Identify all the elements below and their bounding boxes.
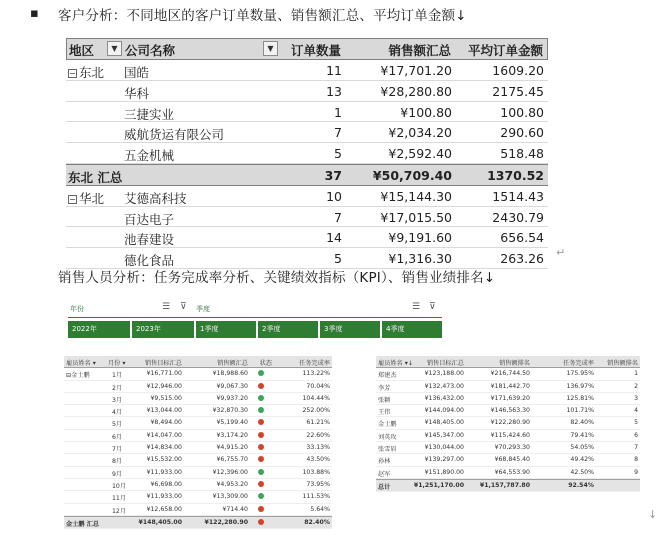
col-sales: 销售额汇总 <box>217 360 248 367</box>
paragraph-mark: ↓ <box>648 508 658 521</box>
status-dot <box>258 481 264 487</box>
rate-cell: 22.60% <box>306 431 330 439</box>
status-dot <box>258 456 264 462</box>
status-dot <box>258 419 264 425</box>
status-dot <box>258 395 264 401</box>
total-name: 金士鹏 汇总 <box>66 520 100 528</box>
subtotal-label: 东北 汇总 <box>68 169 123 185</box>
month-cell: 11月 <box>112 495 127 503</box>
target-cell: ¥11,933.00 <box>146 468 182 476</box>
collapse-toggle-icon[interactable]: − <box>69 194 76 204</box>
rate-cell: 42.50% <box>570 468 594 476</box>
target-cell: ¥132,473.00 <box>424 382 464 390</box>
total-target: ¥1,251,170.00 <box>413 481 464 489</box>
total-rate: 82.40% <box>304 518 330 526</box>
slicer-item-2022[interactable]: 2022年 <box>68 321 130 338</box>
year-slicer <box>68 302 194 340</box>
status-dot <box>258 519 264 525</box>
employee-cell[interactable]: ⊟金士鹏 <box>66 372 90 380</box>
table-row <box>64 491 332 503</box>
rank-cell: 3 <box>634 394 638 402</box>
sales-cell: ¥13,309.00 <box>212 493 248 501</box>
target-cell: ¥9,515.00 <box>150 394 182 402</box>
table-row <box>376 430 640 442</box>
sales-cell: ¥146,563.30 <box>490 407 530 415</box>
table-row <box>66 227 548 248</box>
avg-cell: 2175.45 <box>492 83 544 99</box>
slicer-item-q3[interactable]: 3季度 <box>320 321 380 338</box>
employee-cell: 王伟 <box>378 409 391 417</box>
rank-cell: 6 <box>634 431 638 439</box>
rate-cell: 125.81% <box>566 394 594 402</box>
table-row <box>64 504 332 516</box>
total-name: 总计 <box>378 483 391 491</box>
sales-cell: ¥2,592.40 <box>388 146 452 162</box>
rate-cell: 136.97% <box>566 382 594 390</box>
rate-cell: 61.21% <box>306 419 330 427</box>
rate-cell: 5.64% <box>310 505 330 513</box>
avg-cell: 1514.43 <box>492 188 544 204</box>
rank-cell: 8 <box>634 456 638 464</box>
month-cell: 2月 <box>112 384 123 392</box>
rate-cell: 113.22% <box>302 370 330 378</box>
col-name[interactable]: 雇员姓名 ▾↓ <box>378 360 414 367</box>
count-cell: 11 <box>326 63 342 78</box>
col-month[interactable]: 月份 ▾ <box>108 360 126 367</box>
clear-filter-icon[interactable]: ⊽ <box>180 302 187 312</box>
pivot-subtotal-row <box>66 164 548 186</box>
col-target: 销售目标汇总 <box>426 360 464 367</box>
rate-cell: 104.44% <box>302 394 330 402</box>
employee-cell: 刘英玫 <box>378 433 397 441</box>
slicer-divider <box>68 317 194 318</box>
total-sales: ¥122,280.90 <box>204 518 248 526</box>
target-cell: ¥6,698.00 <box>150 480 182 488</box>
sales-cell: ¥100.80 <box>400 104 452 120</box>
year-slicer-title: 年份 <box>70 305 84 313</box>
sales-staff-heading: 销售人员分析：任务完成率分析、关键绩效指标（KPI）、销售业绩排名↓ <box>58 270 496 286</box>
status-dot <box>258 407 264 413</box>
rate-cell: 49.42% <box>570 456 594 464</box>
avg-cell: 100.80 <box>500 104 544 120</box>
target-cell: ¥123,188.00 <box>424 370 464 378</box>
customer-pivot-table <box>66 38 548 269</box>
status-dot <box>258 469 264 475</box>
sales-cell: ¥32,870.30 <box>212 407 248 415</box>
sales-cell: ¥15,144.30 <box>380 188 452 204</box>
month-cell: 9月 <box>112 470 123 478</box>
sales-cell: ¥4,915.20 <box>216 444 248 452</box>
employee-cell: 郑建杰 <box>378 372 397 380</box>
table-row <box>376 405 640 417</box>
target-cell: ¥14,047.00 <box>146 431 182 439</box>
region-filter-dropdown-icon[interactable]: ▼ <box>107 41 122 56</box>
table-row <box>376 454 640 466</box>
rate-cell: 54.05% <box>570 444 594 452</box>
sales-cell: ¥9,937.20 <box>216 394 248 402</box>
slicer-item-q1[interactable]: 1季度 <box>196 321 256 338</box>
rank-cell: 7 <box>634 444 638 452</box>
status-dot <box>258 383 264 389</box>
slicer-item-q2[interactable]: 2季度 <box>258 321 318 338</box>
paragraph-mark: ↵ <box>556 246 566 259</box>
table-row <box>376 442 640 454</box>
table-row <box>376 381 640 393</box>
table-row <box>64 479 332 491</box>
col-rate: 任务完成率 <box>563 360 594 367</box>
rank-cell: 4 <box>634 407 638 415</box>
sales-cell: ¥6,755.70 <box>216 456 248 464</box>
target-cell: ¥139,297.00 <box>424 456 464 464</box>
target-cell: ¥144,094.00 <box>424 407 464 415</box>
count-cell: 5 <box>334 251 342 267</box>
clear-filter-icon[interactable]: ⊽ <box>429 302 436 312</box>
employee-cell: 孙林 <box>378 458 391 466</box>
rate-cell: 111.53% <box>302 493 330 501</box>
subtotal-sales: ¥50,709.40 <box>372 167 452 183</box>
month-cell: 5月 <box>112 421 123 429</box>
table-row <box>64 467 332 479</box>
target-cell: ¥16,771.00 <box>146 370 182 378</box>
sales-cell: ¥4,953.20 <box>216 480 248 488</box>
rank-cell: 1 <box>634 370 638 378</box>
slicer-item-q4[interactable]: 4季度 <box>382 321 442 338</box>
month-cell: 6月 <box>112 433 123 441</box>
target-cell: ¥13,044.00 <box>146 407 182 415</box>
company-cell: 国皓 <box>124 65 150 80</box>
avg-cell: 1609.20 <box>492 63 544 78</box>
target-cell: ¥136,432.00 <box>424 394 464 402</box>
company-cell: 三捷实业 <box>124 106 175 122</box>
target-cell: ¥145,347.00 <box>424 431 464 439</box>
count-cell: 10 <box>326 188 342 204</box>
col-status: 状态 <box>259 360 272 367</box>
rate-cell: 43.50% <box>306 456 330 464</box>
employee-cell: 张雪眉 <box>378 446 397 454</box>
header-sales: 销售额汇总 <box>388 43 451 58</box>
table-row <box>66 207 548 228</box>
sales-cell: ¥2,034.20 <box>388 125 452 141</box>
quarter-slicer <box>194 302 442 340</box>
month-cell: 8月 <box>112 458 123 466</box>
count-cell: 14 <box>326 230 342 246</box>
header-avg: 平均订单金额 <box>467 43 543 58</box>
rate-cell: 101.71% <box>566 407 594 415</box>
target-cell: ¥15,532.00 <box>146 456 182 464</box>
region-cell[interactable] <box>68 189 104 207</box>
sales-cell: ¥68,845.40 <box>494 456 530 464</box>
avg-cell: 656.54 <box>500 230 544 246</box>
company-filter-dropdown-icon[interactable]: ▼ <box>263 41 278 56</box>
subtotal-avg: 1370.52 <box>487 167 544 183</box>
target-cell: ¥148,405.00 <box>424 419 464 427</box>
total-sales: ¥1,157,787.80 <box>479 481 530 489</box>
target-cell: ¥12,946.00 <box>146 382 182 390</box>
col-rank: 销售额排名 <box>607 360 638 367</box>
rate-cell: 252.00% <box>302 407 330 415</box>
employee-cell: 赵军 <box>378 470 391 478</box>
status-dot <box>258 444 264 450</box>
avg-cell: 263.26 <box>500 251 544 267</box>
table-row <box>64 430 332 442</box>
sales-cell: ¥122,280.90 <box>490 419 530 427</box>
sales-cell: ¥17,015.50 <box>380 209 452 225</box>
count-cell: 5 <box>334 146 342 162</box>
rate-cell: 70.04% <box>306 382 330 390</box>
month-cell: 1月 <box>112 372 123 380</box>
sales-ranking-table <box>376 356 640 492</box>
subtotal-count: 37 <box>324 167 342 183</box>
table-row <box>64 454 332 466</box>
monthly-target-table <box>64 356 332 529</box>
table-row <box>64 442 332 454</box>
col-rate: 任务完成率 <box>299 360 330 367</box>
sales-cell: ¥17,701.20 <box>380 63 452 78</box>
table-row <box>64 393 332 405</box>
rate-cell: 73.95% <box>306 480 330 488</box>
company-cell: 池春建设 <box>124 232 175 248</box>
rank-cell: 9 <box>634 468 638 476</box>
employee-cell: 李芳 <box>378 384 391 392</box>
slicer-divider <box>194 317 442 318</box>
table-row <box>66 60 548 81</box>
month-cell: 7月 <box>112 446 123 454</box>
target-cell: ¥151,890.00 <box>424 468 464 476</box>
slicer-item-2023[interactable]: 2023年 <box>132 321 194 338</box>
sales-cell: ¥1,316.30 <box>388 251 452 267</box>
sales-cell: ¥171,639.20 <box>490 394 530 402</box>
multi-select-icon[interactable]: ☰ <box>412 302 421 312</box>
table-row <box>66 102 548 123</box>
status-dot <box>258 493 264 499</box>
quarter-slicer-title: 季度 <box>196 305 210 313</box>
status-dot <box>258 432 264 438</box>
sales-cell: ¥70,293.30 <box>494 444 530 452</box>
target-cell: ¥12,658.00 <box>146 505 182 513</box>
table-row <box>376 368 640 380</box>
month-cell: 10月 <box>112 482 127 490</box>
target-cell: ¥130,044.00 <box>424 444 464 452</box>
table-row <box>64 381 332 393</box>
company-cell: 五金机械 <box>124 148 175 164</box>
table-header-row <box>376 356 640 368</box>
region-cell[interactable] <box>68 63 104 81</box>
rate-cell: 82.40% <box>570 419 594 427</box>
rank-cell: 2 <box>634 382 638 390</box>
pivot-header-row <box>66 38 548 60</box>
company-cell: 华科 <box>124 85 150 101</box>
table-row <box>66 122 548 143</box>
rate-cell: 33.13% <box>306 444 330 452</box>
avg-cell: 290.60 <box>500 125 544 141</box>
employee-cell: 金士鹏 <box>378 421 397 429</box>
month-cell: 4月 <box>112 409 123 417</box>
table-row <box>376 467 640 479</box>
table-row <box>376 393 640 405</box>
col-target: 销售目标汇总 <box>144 360 182 367</box>
header-count: 订单数量 <box>290 43 341 58</box>
sales-cell: ¥18,988.60 <box>212 370 248 378</box>
sales-cell: ¥115,424.60 <box>490 431 530 439</box>
employee-cell: 张颖 <box>378 396 391 404</box>
count-cell: 13 <box>326 83 342 99</box>
target-cell: ¥8,494.00 <box>150 419 182 427</box>
table-row <box>64 417 332 429</box>
table-row <box>64 368 332 380</box>
sales-cell: ¥3,174.20 <box>216 431 248 439</box>
rank-cell: 5 <box>634 419 638 427</box>
rate-cell: 103.88% <box>302 468 330 476</box>
total-rate: 92.54% <box>568 481 594 489</box>
count-cell: 1 <box>334 104 342 120</box>
status-dot <box>258 370 264 376</box>
sales-cell: ¥216,744.50 <box>490 370 530 378</box>
count-cell: 7 <box>334 125 342 141</box>
customer-analysis-heading: 客户分析：不同地区的客户订单数量、销售额汇总、平均订单金额↓ <box>58 8 467 24</box>
table-row <box>66 81 548 102</box>
table-row <box>66 186 548 207</box>
status-dot <box>258 506 264 512</box>
rate-cell: 79.41% <box>570 431 594 439</box>
table-row <box>376 417 640 429</box>
sales-cell: ¥181,442.70 <box>490 382 530 390</box>
table-row <box>64 405 332 417</box>
list-bullet: ▪ <box>30 6 39 21</box>
company-cell: 德化食品 <box>124 253 175 269</box>
collapse-toggle-icon[interactable]: − <box>69 69 76 78</box>
avg-cell: 2430.79 <box>492 209 544 225</box>
region-label: 华北 <box>79 190 105 206</box>
company-cell: 艾德高科技 <box>124 190 187 206</box>
table-total-row <box>376 479 640 492</box>
company-cell: 威航货运有限公司 <box>124 127 225 143</box>
avg-cell: 518.48 <box>500 146 544 162</box>
target-cell: ¥14,834.00 <box>146 444 182 452</box>
multi-select-icon[interactable]: ☰ <box>162 302 171 312</box>
header-company: 公司名称 <box>125 43 176 58</box>
count-cell: 7 <box>334 209 342 225</box>
sales-cell: ¥9,067.30 <box>216 382 248 390</box>
table-total-row <box>64 516 332 529</box>
region-label: 东北 <box>79 65 105 80</box>
sales-cell: ¥9,191.60 <box>388 230 452 246</box>
col-name[interactable]: 雇员姓名 ▾ <box>66 360 96 367</box>
header-region: 地区 <box>69 43 95 58</box>
company-cell: 百达电子 <box>124 211 175 227</box>
table-row <box>66 143 548 164</box>
total-target: ¥148,405.00 <box>138 518 182 526</box>
sales-cell: ¥5,199.40 <box>216 419 248 427</box>
col-sales: 销售额排名 <box>499 360 530 367</box>
sales-cell: ¥714.40 <box>222 505 248 513</box>
rate-cell: 175.95% <box>566 370 594 378</box>
sales-cell: ¥28,280.80 <box>380 83 452 99</box>
month-cell: 3月 <box>112 396 123 404</box>
sales-cell: ¥12,396.00 <box>212 468 248 476</box>
table-header-row <box>64 356 332 368</box>
sales-cell: ¥64,553.90 <box>494 468 530 476</box>
month-cell: 12月 <box>112 507 127 515</box>
target-cell: ¥11,933.00 <box>146 493 182 501</box>
